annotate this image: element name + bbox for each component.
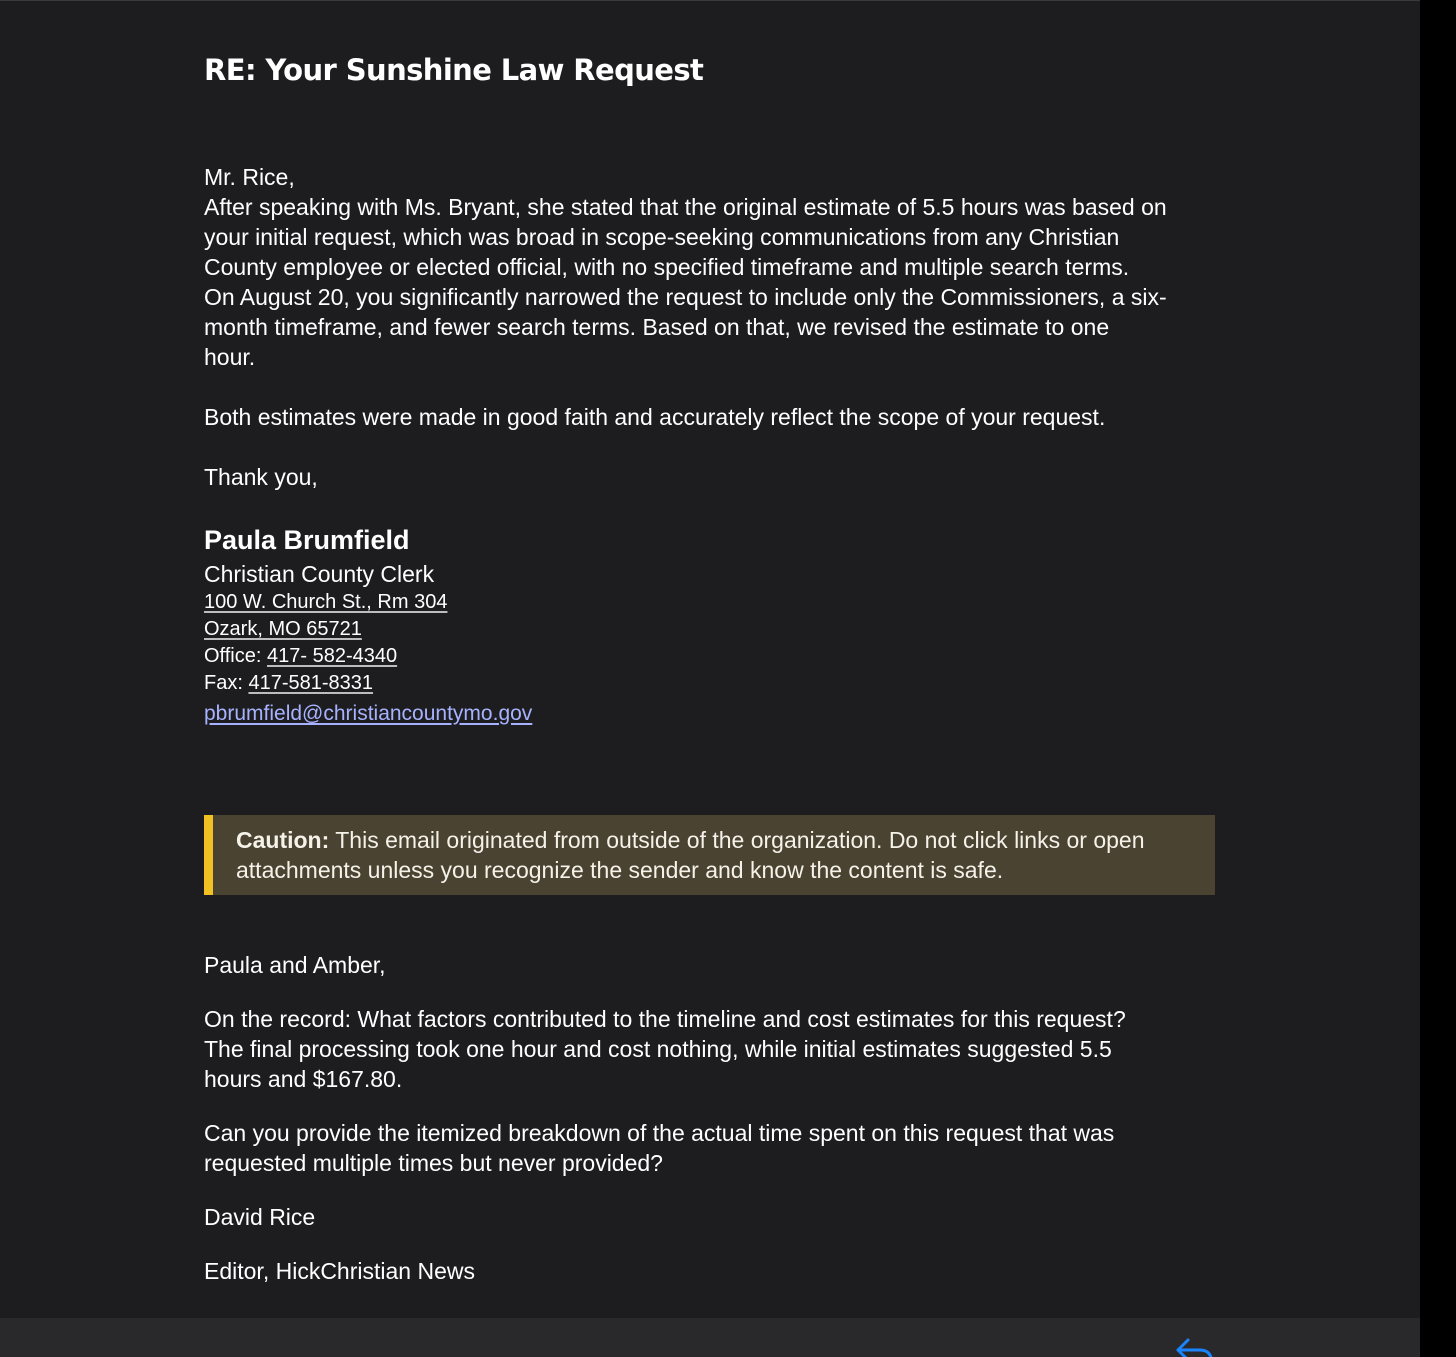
reply-line: On August 20, you significantly narrowed the request to include only the Commissioners, a six-: [204, 284, 1167, 310]
quoted-greeting: Paula and Amber,: [204, 952, 386, 978]
quoted-line: The final processing took one hour and cost nothing, while initial estimates suggested 5.5: [204, 1036, 1112, 1062]
office-label: Office:: [204, 645, 267, 667]
reply-closing: Thank you,: [204, 464, 318, 490]
quoted-message: [204, 950, 1220, 1286]
reply-body: [204, 162, 1220, 492]
address-link[interactable]: 100 W. Church St., Rm 304: [204, 591, 448, 613]
caution-banner: [204, 815, 1215, 895]
quoted-line: hours and $167.80.: [204, 1066, 403, 1092]
sender-name: David Rice: [204, 1204, 316, 1230]
city-link[interactable]: Ozark, MO 65721: [204, 618, 362, 640]
caution-text: attachments unless you recognize the sender and know the content is safe.: [236, 857, 1004, 883]
reply-paragraph: Both estimates were made in good faith and accurately reflect the scope of your request.: [204, 404, 1106, 430]
quoted-line: On the record: What factors contributed to the timeline and cost estimates for this request?: [204, 1006, 1126, 1032]
reply-line: your initial request, which was broad in scope-seeking communications from any Christian: [204, 224, 1120, 250]
signature-title: Christian County Clerk: [204, 561, 435, 587]
reply-arrow-icon[interactable]: [1172, 1334, 1216, 1357]
quoted-line: requested multiple times but never provided?: [204, 1150, 663, 1176]
reply-greeting: Mr. Rice,: [204, 164, 295, 190]
quoted-line: Can you provide the itemized breakdown of the actual time spent on this request that was: [204, 1120, 1115, 1146]
caution-text: This email originated from outside of the organization. Do not click links or open: [329, 827, 1145, 853]
bottom-toolbar: [0, 1318, 1420, 1357]
signature-name: Paula Brumfield: [204, 525, 410, 555]
reply-line: month timeframe, and fewer search terms. Based on that, we revised the estimate to one: [204, 314, 1110, 340]
reply-line: County employee or elected official, with no specified timeframe and multiple search terms.: [204, 254, 1130, 280]
reply-line: hour.: [204, 344, 256, 370]
email-address-link[interactable]: pbrumfield@christiancountymo.gov: [204, 702, 533, 725]
sender-title: Editor, HickChristian News: [204, 1258, 475, 1284]
signature-block: [204, 521, 904, 729]
fax-number-link[interactable]: 417-581-8331: [248, 672, 374, 694]
fax-label: Fax:: [204, 672, 249, 694]
caution-label: Caution:: [236, 827, 330, 853]
email-subject: RE: Your Sunshine Law Request: [204, 53, 704, 87]
office-phone-link[interactable]: 417- 582-4340: [267, 645, 398, 667]
reply-line: After speaking with Ms. Bryant, she stated that the original estimate of 5.5 hours was based on: [204, 194, 1167, 220]
